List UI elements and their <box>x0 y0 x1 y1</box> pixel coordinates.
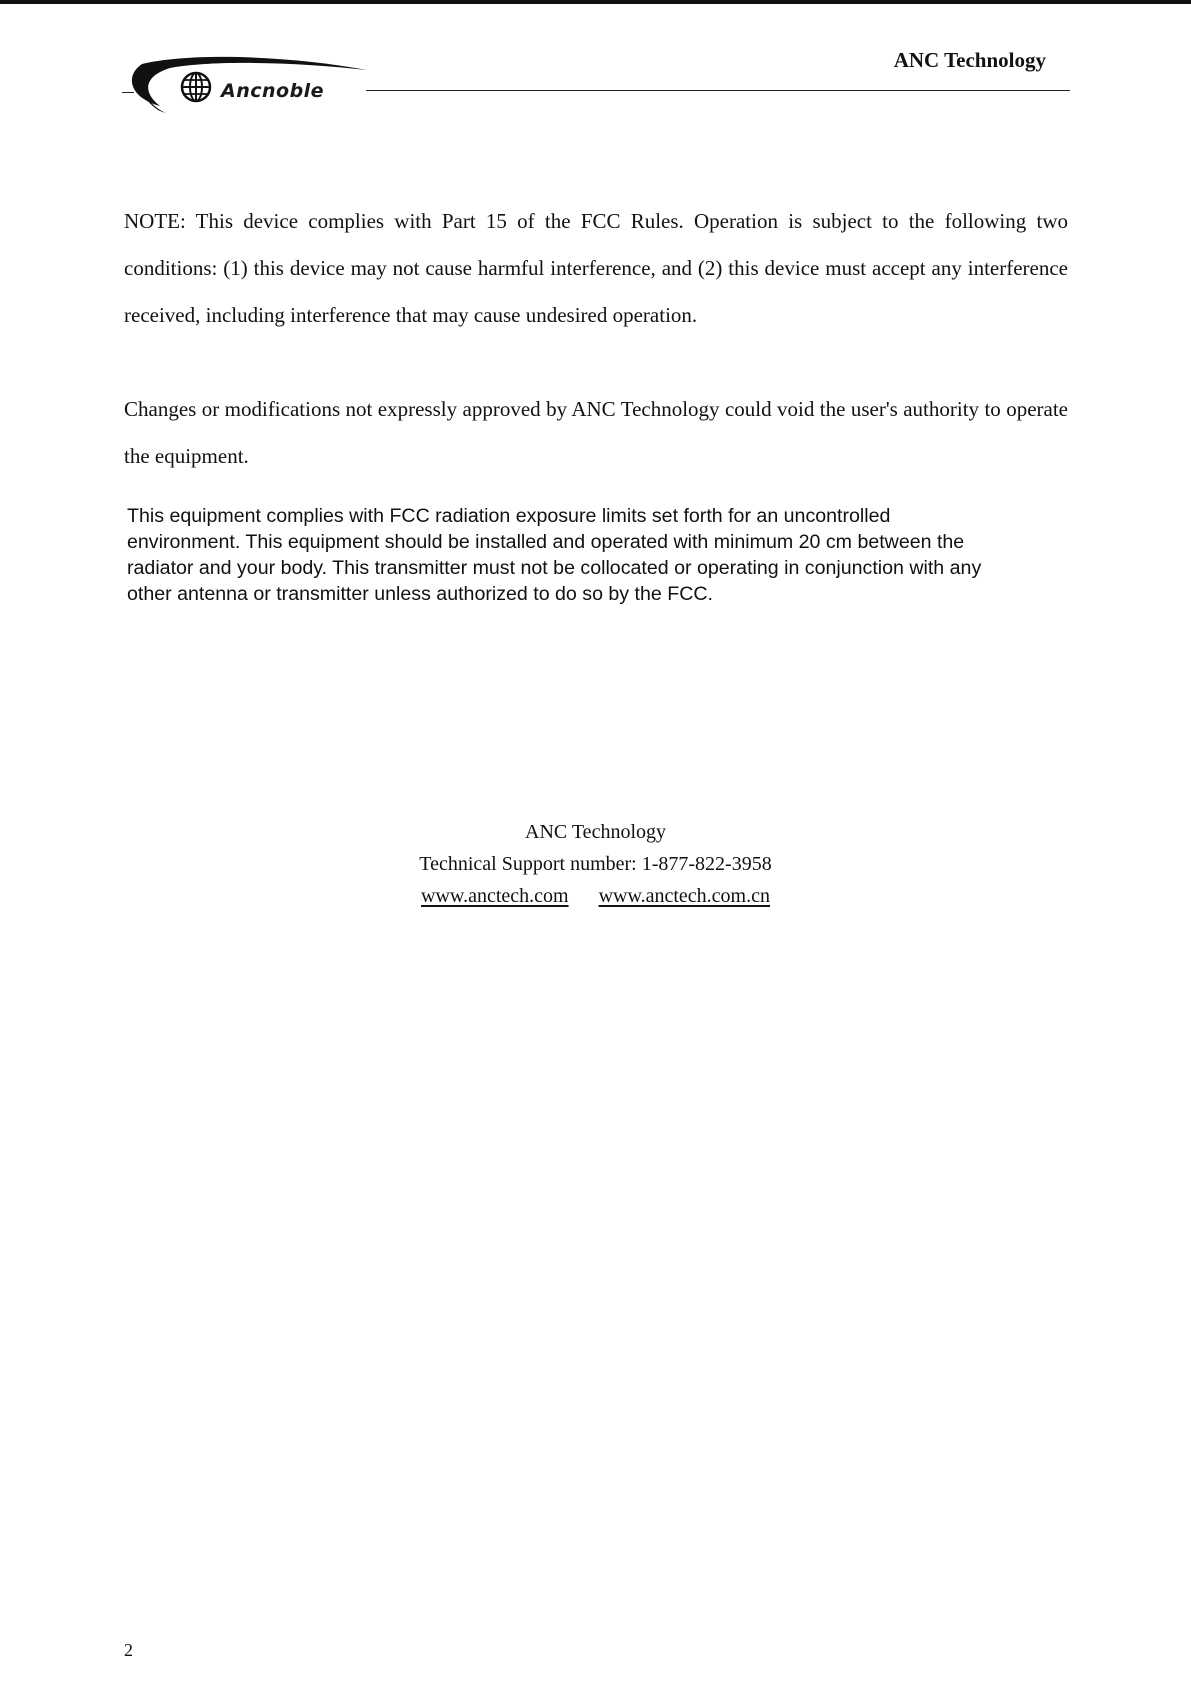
radiation-line: environment. This equipment should be installed and operated with minimum 20 cm between the <box>127 531 965 553</box>
website-links <box>0 880 1191 912</box>
radiation-line: This equipment complies with FCC radiation exposure limits set forth for an uncontrolled <box>127 505 891 527</box>
radiation-exposure-paragraph <box>127 503 1087 607</box>
logo-wordmark: Ancnoble <box>221 80 325 102</box>
modifications-paragraph: Changes or modifications not expressly approved by ANC Technology could void the user's authority to operate the equipment. <box>124 397 1068 468</box>
globe-icon <box>182 73 210 101</box>
contact-block <box>0 816 1191 912</box>
website-link-com[interactable]: www.anctech.com <box>421 885 569 907</box>
header-rule <box>366 90 1070 91</box>
website-link-cn[interactable]: www.anctech.com.cn <box>598 885 770 907</box>
radiation-line: radiator and your body. This transmitter must not be collocated or operating in conjunction with any <box>127 557 982 579</box>
page-header <box>0 0 1191 120</box>
page-number: 2 <box>124 1640 133 1660</box>
fcc-note-paragraph: NOTE: This device complies with Part 15 of the FCC Rules. Operation is subject to the following two conditions: (1) this device may not cause harmful interference, and (2) this device must accept any interference received, including interference that may cause undesired operation. <box>124 209 1068 327</box>
ancnoble-logo <box>122 54 367 116</box>
header-company-name: ANC Technology <box>893 48 1046 72</box>
radiation-line: other antenna or transmitter unless authorized to do so by the FCC. <box>127 583 713 605</box>
support-number: Technical Support number: 1-877-822-3958 <box>419 853 772 875</box>
contact-company: ANC Technology <box>525 821 666 843</box>
